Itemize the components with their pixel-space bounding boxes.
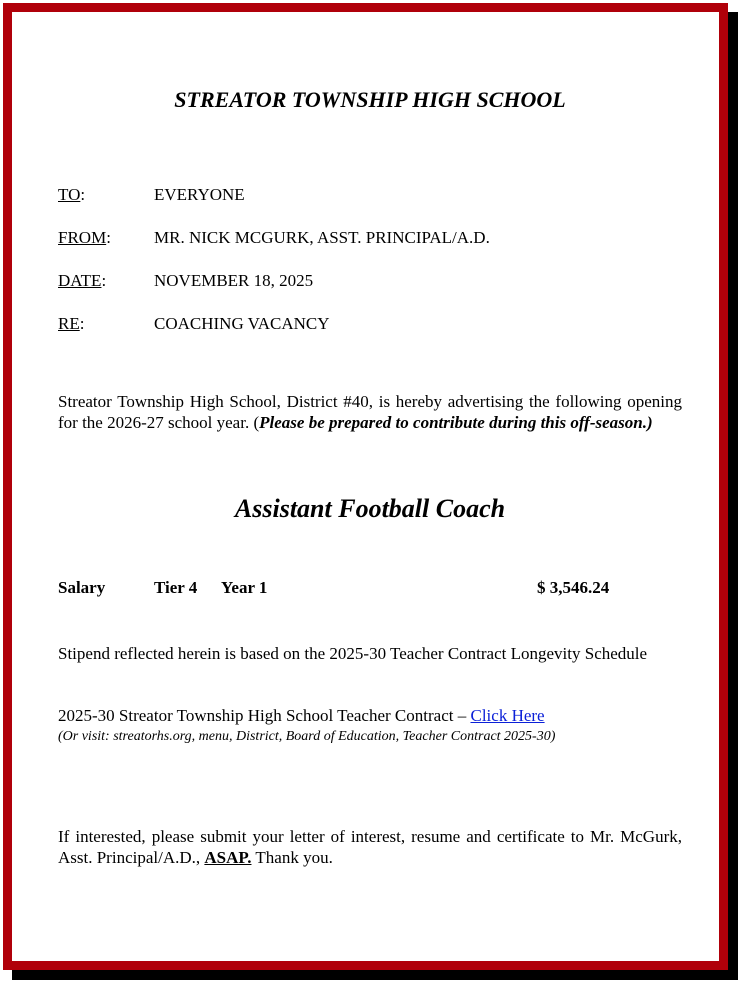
memo-re-row: [58, 314, 698, 336]
memo-date-row: [58, 271, 698, 293]
intro-emphasis: Please be prepared to contribute during this off-season.): [259, 413, 653, 432]
date-value: NOVEMBER 18, 2025: [154, 271, 314, 290]
contract-link[interactable]: Click Here: [470, 706, 545, 725]
salary-row: [58, 578, 678, 600]
intro-text: Streator Township High School, District #40, is hereby advertising the following opening for the 2026-27 school year. (: [58, 392, 682, 432]
to-value: EVERYONE: [154, 185, 245, 204]
asap-emphasis: ASAP.: [204, 848, 252, 867]
re-value: COACHING VACANCY: [154, 314, 330, 333]
contract-text: 2025-30 Streator Township High School Teacher Contract –: [58, 706, 471, 725]
contract-visit-note: (Or visit: streatorhs.org, menu, District, Board of Education, Teacher Contract 2025-30): [58, 729, 556, 744]
date-label: DATE:: [58, 271, 107, 290]
closing-text: If interested, please submit your letter of interest, resume and certificate to Mr. McGurk, Asst. Principal/A.D.,: [58, 827, 682, 867]
re-label: RE:: [58, 314, 85, 333]
salary-amount: $ 3,546.24: [537, 578, 610, 597]
to-label: TO:: [58, 185, 86, 204]
contract-line: [58, 706, 545, 726]
salary-tier: Tier 4: [154, 578, 198, 597]
position-title: Assistant Football Coach: [234, 494, 506, 523]
closing-paragraph: [58, 826, 682, 868]
from-label: FROM:: [58, 228, 111, 247]
stipend-note: Stipend reflected herein is based on the 2025-30 Teacher Contract Longevity Schedule: [58, 644, 648, 663]
intro-paragraph: [58, 391, 682, 433]
memo-to-row: [58, 185, 698, 207]
closing-thanks: Thank you.: [251, 848, 333, 867]
salary-label: Salary: [58, 578, 106, 597]
school-title: STREATOR TOWNSHIP HIGH SCHOOL: [174, 87, 566, 112]
salary-year: Year 1: [221, 578, 268, 597]
memo-from-row: [58, 228, 698, 250]
from-value: MR. NICK MCGURK, ASST. PRINCIPAL/A.D.: [154, 228, 490, 247]
